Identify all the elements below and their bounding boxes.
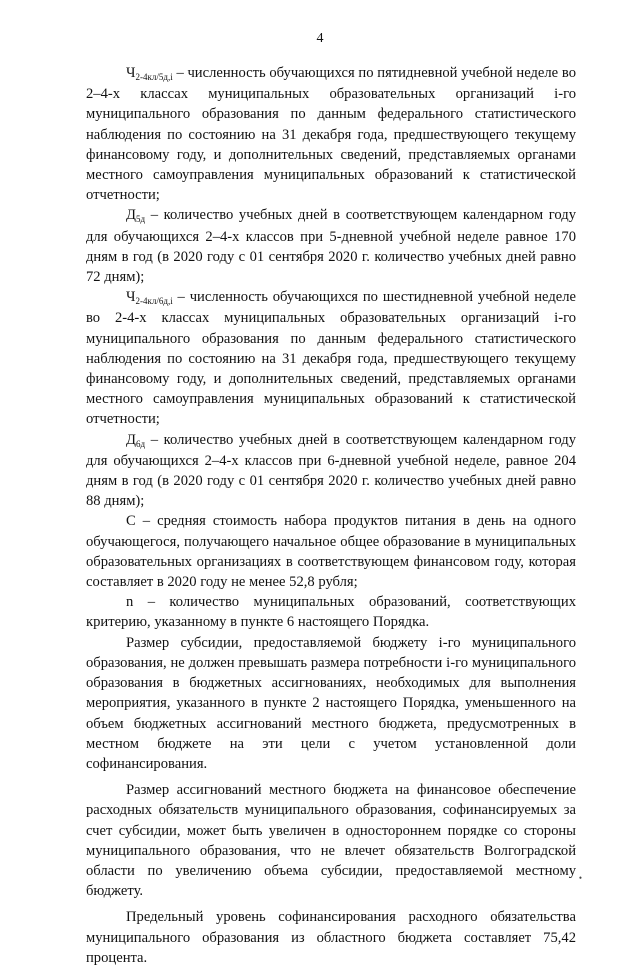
paragraph-c-cost [86,511,576,592]
paragraph-text: – средняя стоимость набора продуктов питания в день на одного обучающегося, получающего начальное общее образование в муниципальных образовательных организациях в соответствующем финансовом году, которая составляет в 2020 году не менее 52,8 рубля; [86,513,576,591]
formula-symbol: Ч [126,289,136,306]
paragraph-ch-6day [86,287,576,429]
formula-symbol: С [126,513,136,530]
formula-subscript: 2-4кл/5д,i [135,72,173,82]
paragraph-text: – количество учебных дней в соответствующем календарном году для обучающихся 2–4-х классов при 5-дневной учебной неделе равное 170 дням в год (в 2020 году с 01 сентября 2020 г. количество учебных дней равно 72 дням); [86,207,576,286]
paragraph-text: – численность обучающихся по пятидневной учебной неделе во 2–4-х классах муниципальных образовательных организаций i-го муниципального образования по данным федерального статистического наблюдения по состоянию на 31 декабря года, предшествующего текущему финансовому году, и дополнительных сведений, представляемых органами местного самоуправления муниципальных образований к статистической отчетности; [86,65,576,204]
page-number: 4 [316,31,324,46]
paragraph-text: – количество учебных дней в соответствующем календарном году для обучающихся 2–4-х классов при 6-дневной учебной неделе, равное 204 дням в год (в 2020 году с 01 сентября 2020 г. количество учебных дней равно 88 дням); [86,431,576,510]
formula-symbol: n [126,594,134,611]
paragraph-ch-5day [86,63,576,205]
document-body [86,63,576,968]
paragraph-text: – численность обучающихся по шестидневной учебной неделе во 2-4-х классах муниципальных образовательных организаций i-го муниципального образования по данным федерального статистического наблюдения по состоянию на 31 декабря года, предшествующего текущему финансовому году, и дополнительных сведений, представляемых органами местного самоуправления муниципальных образований к статистической отчетности; [86,289,576,428]
paragraph-d-6day [86,430,576,512]
paragraph-text: – количество муниципальных образований, соответствующих критерию, указанному в пункте 6 настоящего Порядка. [86,594,576,631]
corner-scan-mark: • [578,873,582,883]
formula-subscript: 2-4кл/6д,i [135,296,173,307]
paragraph-subsidy-size: Размер субсидии, предоставляемой бюджету i-го муниципального образования, не должен превышать размера потребности i-го муниципального образования в бюджетных ассигнованиях, необходимых для выполнения мероприятия, указанного в пункте 2 настоящего Порядка, уменьшенного на объем бюджетных ассигнований местного бюджета, предусмотренных в местном бюджете на эти цели с учетом установленной доли софинансирования. [86,634,576,772]
paragraph-d-5day [86,205,576,287]
formula-subscript: 5д [135,214,146,225]
formula-symbol: Ч [126,65,136,81]
paragraph-n-count [86,592,576,632]
formula-symbol: Д [126,207,136,224]
paragraph-cofinancing-level: Предельный уровень софинансирования расходного обязательства муниципального образования из областного бюджета составляет 75,42 процента. [86,909,576,966]
formula-symbol: Д [126,431,136,448]
paragraph-local-budget: Размер ассигнований местного бюджета на финансовое обеспечение расходных обязательств муниципального образования, софинансируемых за счет субсидии, может быть увеличен в одностороннем порядке со стороны муниципального образования, что не влечет обязательств Волгоградской области по увеличению объема субсидии, предоставляемой местному бюджету. [86,782,576,900]
formula-subscript: 6д [135,438,146,449]
